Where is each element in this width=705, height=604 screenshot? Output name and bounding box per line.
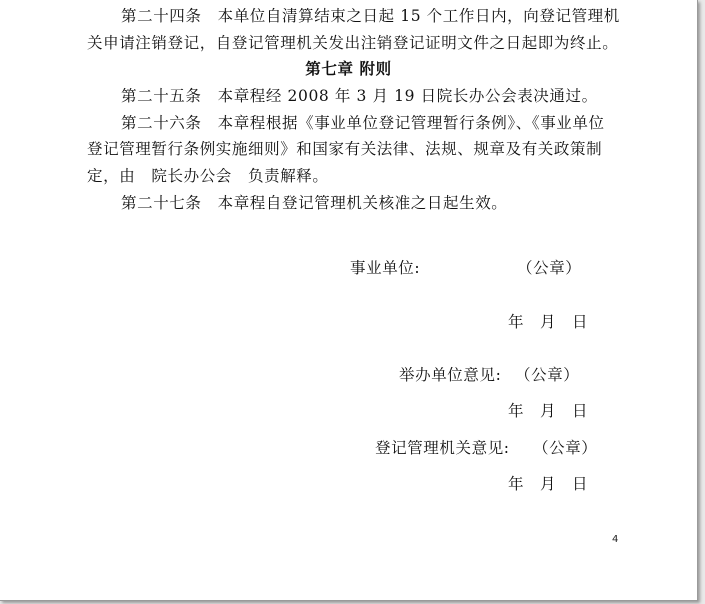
unit-signature-label: 事业单位: (350, 259, 421, 277)
article-26-line-3: 定，由 院长办公会 负责解释。 (87, 167, 329, 185)
article-25-line-1: 第二十五条 本章程经 2008 年 3 月 19 日院长办公会表决通过。 (121, 87, 598, 105)
registry-date-day: 日 (572, 475, 588, 493)
sponsor-seal-label: （公章） (515, 366, 580, 384)
article-24-line-1: 第二十四条 本单位自清算结束之日起 15 个工作日内，向登记管理机 (121, 7, 620, 25)
article-26-line-2: 登记管理暂行条例实施细则》和国家有关法律、法规、规章及有关政策制 (87, 140, 603, 158)
registry-date-month: 月 (540, 475, 556, 493)
unit-seal-label: （公章） (517, 259, 582, 277)
registry-date-year: 年 (508, 475, 524, 493)
registry-opinion-label: 登记管理机关意见: (375, 439, 510, 457)
unit-date-day: 日 (572, 313, 588, 331)
chapter-heading: 第七章 附则 (305, 59, 392, 78)
unit-date-month: 月 (540, 313, 556, 331)
article-26-line-1: 第二十六条 本章程根据《事业单位登记管理暂行条例》、《事业单位 (121, 114, 605, 132)
sponsor-date-day: 日 (572, 402, 588, 420)
sponsor-date-year: 年 (508, 402, 524, 420)
registry-seal-label: （公章） (533, 439, 598, 457)
article-24-line-2: 关申请注销登记，自登记管理机关发出注销登记证明文件之日起即为终止。 (87, 34, 619, 52)
page-number: 4 (612, 534, 619, 545)
sponsor-date-month: 月 (540, 402, 556, 420)
sponsor-opinion-label: 举办单位意见: (399, 366, 502, 384)
unit-date-year: 年 (508, 313, 524, 331)
article-27-line-1: 第二十七条 本章程自登记管理机关核准之日起生效。 (121, 194, 508, 212)
